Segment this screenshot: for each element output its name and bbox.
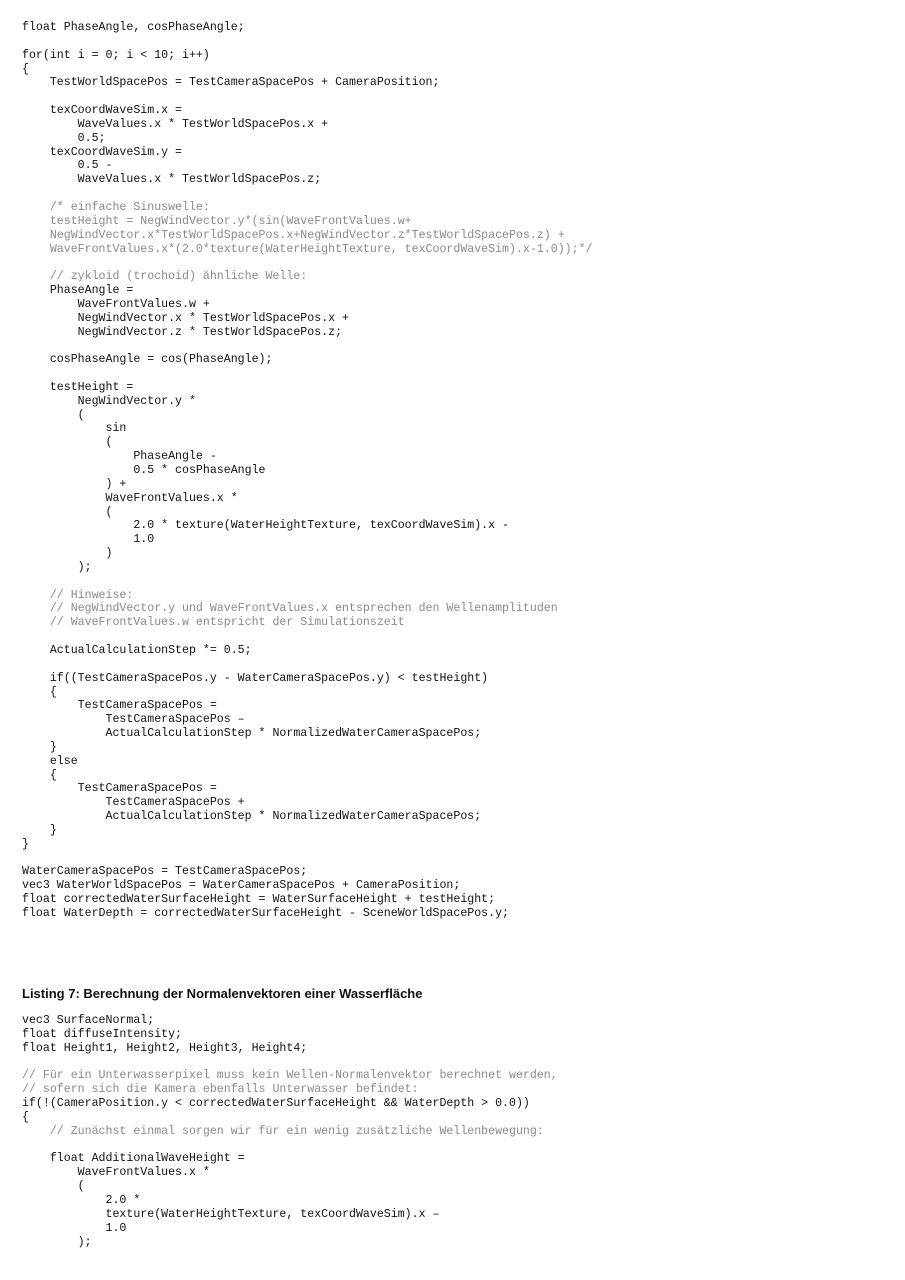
code-line [22, 187, 593, 201]
code-comment-line: WaveFrontValues.x*(2.0*texture(WaterHeightTexture, texCoordWaveSim).x-1.0));*/ [22, 242, 593, 256]
code-line: for(int i = 0; i < 10; i++) [22, 48, 210, 62]
code-line: } [22, 823, 57, 837]
code-line: 0.5; [22, 131, 106, 145]
code-line: TestCameraSpacePos + [22, 796, 245, 810]
code-line: 2.0 * [22, 1193, 141, 1207]
code-line: float PhaseAngle, cosPhaseAngle; [22, 21, 245, 34]
code-line: { [22, 1110, 29, 1124]
code-line [22, 35, 593, 49]
code-line [22, 575, 593, 589]
code-line: 1.0 [22, 533, 155, 547]
code-line: ( [22, 505, 113, 519]
code-line: float correctedWaterSurfaceHeight = WaterSurfaceHeight + testHeight; [22, 893, 496, 907]
code-line [22, 256, 593, 270]
code-line: TestCameraSpacePos = [22, 782, 217, 796]
code-line [22, 1056, 558, 1070]
code-comment-line: // zykloid (trochoid) ähnliche Welle: [22, 270, 308, 284]
code-line [22, 90, 593, 104]
code-line: NegWindVector.z * TestWorldSpacePos.z; [22, 325, 343, 339]
code-line: ( [22, 436, 113, 450]
code-line: texture(WaterHeightTexture, texCoordWaveSim).x – [22, 1207, 440, 1221]
code-line: texCoordWaveSim.y = [22, 145, 183, 159]
code-line: 2.0 * texture(WaterHeightTexture, texCoordWaveSim).x - [22, 519, 510, 533]
code-line: testHeight = [22, 380, 134, 394]
code-comment-line: // sofern sich die Kamera ebenfalls Unterwasser befindet: [22, 1083, 419, 1097]
code-line: if((TestCameraSpacePos.y - WaterCameraSpacePos.y) < testHeight) [22, 671, 489, 685]
code-line: vec3 WaterWorldSpacePos = WaterCameraSpacePos + CameraPosition; [22, 879, 461, 893]
code-line: ( [22, 408, 85, 422]
code-line: PhaseAngle - [22, 450, 217, 464]
code-line: WaveFrontValues.x * [22, 1166, 210, 1180]
code-line: ActualCalculationStep *= 0.5; [22, 643, 252, 657]
code-line: { [22, 685, 57, 699]
code-line: WaveValues.x * TestWorldSpacePos.z; [22, 173, 322, 187]
code-comment-line: NegWindVector.x*TestWorldSpacePos.x+NegWindVector.z*TestWorldSpacePos.z) + [22, 228, 565, 242]
code-line: WaveValues.x * TestWorldSpacePos.x + [22, 117, 329, 131]
code-line [22, 367, 593, 381]
code-line: texCoordWaveSim.x = [22, 104, 183, 118]
code-line: PhaseAngle = [22, 284, 134, 298]
code-line: ); [22, 1235, 92, 1249]
code-line: ) [22, 547, 113, 561]
code-listing-raytrace-loop [22, 21, 593, 921]
code-line: NegWindVector.x * TestWorldSpacePos.x + [22, 311, 349, 325]
code-line: 0.5 * cosPhaseAngle [22, 464, 266, 477]
code-line: float AdditionalWaveHeight = [22, 1152, 245, 1166]
code-line: ); [22, 560, 92, 574]
code-line: if(!(CameraPosition.y < correctedWaterSurfaceHeight && WaterDepth > 0.0)) [22, 1097, 530, 1111]
code-comment-line: testHeight = NegWindVector.y*(sin(WaveFrontValues.w+ [22, 214, 412, 228]
code-line: } [22, 740, 57, 754]
code-line: } [22, 837, 29, 851]
code-line: sin [22, 422, 127, 436]
code-line: WaveFrontValues.x * [22, 491, 238, 505]
code-comment-line: // Hinweise: [22, 588, 134, 602]
code-line: TestCameraSpacePos – [22, 713, 245, 727]
code-line: cosPhaseAngle = cos(PhaseAngle); [22, 353, 273, 367]
code-line [22, 1139, 558, 1153]
code-line: WaterCameraSpacePos = TestCameraSpacePos; [22, 865, 308, 879]
code-line [22, 339, 593, 353]
code-line: else [22, 754, 78, 768]
code-line: { [22, 62, 29, 76]
code-line: ActualCalculationStep * NormalizedWaterCameraSpacePos; [22, 727, 482, 741]
listing-7-title: Listing 7: Berechnung der Normalenvektoren einer Wasserfläche [22, 986, 423, 1001]
code-comment-line: // Für ein Unterwasserpixel muss kein Wellen-Normalenvektor berechnet werden, [22, 1069, 558, 1083]
code-line [22, 852, 593, 866]
code-line: float Height1, Height2, Height3, Height4; [22, 1041, 308, 1055]
code-comment-line: // WaveFrontValues.w entspricht der Simulationszeit [22, 616, 405, 630]
code-line: TestCameraSpacePos = [22, 699, 217, 713]
code-comment-line: // Zunächst einmal sorgen wir für ein wenig zusätzliche Wellenbewegung: [22, 1124, 544, 1138]
code-line: NegWindVector.y * [22, 394, 196, 408]
code-line [22, 630, 593, 644]
code-listing-7 [22, 1014, 558, 1249]
code-line [22, 658, 593, 672]
code-line: vec3 SurfaceNormal; [22, 1014, 155, 1027]
code-line: ActualCalculationStep * NormalizedWaterCameraSpacePos; [22, 810, 482, 824]
code-line: float diffuseIntensity; [22, 1027, 183, 1041]
code-line: 1.0 [22, 1221, 127, 1235]
code-line: float WaterDepth = correctedWaterSurfaceHeight - SceneWorldSpacePos.y; [22, 907, 510, 920]
code-line: 0.5 - [22, 159, 113, 173]
code-comment-line: /* einfache Sinuswelle: [22, 200, 210, 214]
code-line: ) + [22, 477, 127, 491]
code-line: WaveFrontValues.w + [22, 297, 210, 311]
code-line: ( [22, 1180, 85, 1194]
code-comment-line: // NegWindVector.y und WaveFrontValues.x entsprechen den Wellenamplituden [22, 602, 558, 616]
code-line: { [22, 768, 57, 782]
code-line: TestWorldSpacePos = TestCameraSpacePos + CameraPosition; [22, 76, 440, 90]
